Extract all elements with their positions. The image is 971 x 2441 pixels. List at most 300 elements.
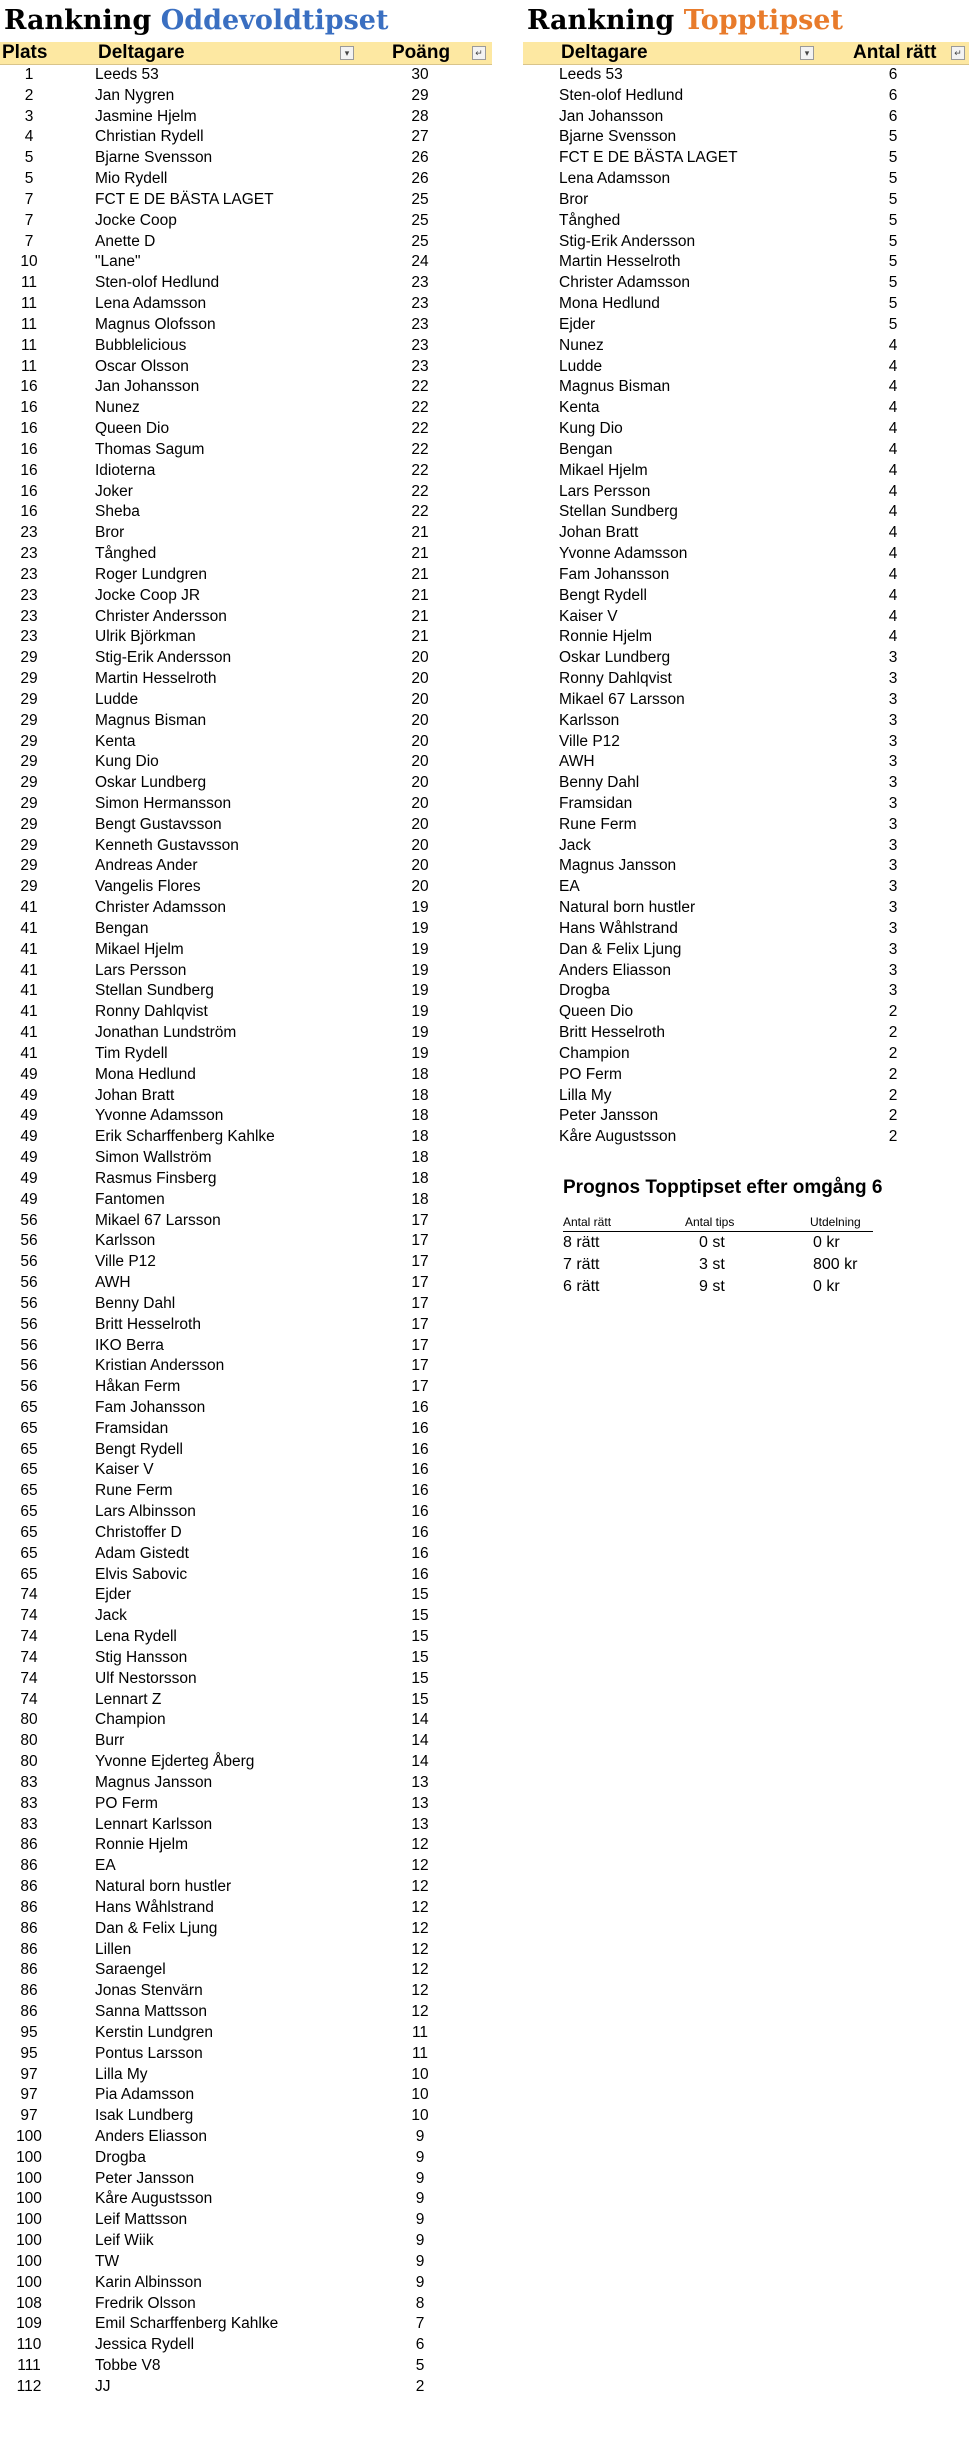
table-row [0, 1294, 492, 1315]
poang-cell: 18 [411, 1128, 429, 1146]
table-row [0, 336, 492, 357]
poang-cell: 9 [415, 2148, 425, 2166]
table-row [0, 586, 492, 607]
plats-cell: 100 [16, 2127, 42, 2145]
table-row [0, 607, 492, 628]
poang-cell: 12 [411, 1961, 429, 1979]
table-row [523, 815, 969, 836]
table-row [0, 169, 492, 190]
oddevold-rows [0, 65, 492, 2398]
deltagare-cell: Benny Dahl [95, 1294, 176, 1312]
deltagare-cell: Jan Johansson [559, 107, 664, 125]
deltagare-cell: Lilla My [559, 1086, 612, 1104]
antal-ratt-cell: 4 [888, 399, 898, 417]
deltagare-cell: Lena Adamsson [559, 170, 671, 188]
plats-cell: 1 [24, 66, 34, 83]
poang-cell: 22 [411, 482, 429, 500]
table-row [523, 127, 969, 148]
poang-cell: 5 [415, 2357, 425, 2375]
plats-cell: 29 [20, 670, 38, 688]
poang-cell: 20 [411, 670, 429, 688]
deltagare-cell: Bengt Rydell [559, 586, 647, 604]
poang-cell: 18 [411, 1065, 429, 1083]
poang-cell: 12 [411, 1919, 429, 1937]
table-row [0, 2294, 492, 2315]
deltagare-cell: Sten-olof Hedlund [95, 274, 220, 292]
prognos-utdelning: 800 kr [813, 1256, 858, 1273]
poang-cell: 28 [411, 107, 429, 125]
table-row [0, 565, 492, 586]
deltagare-cell: Mona Hedlund [559, 295, 660, 313]
table-row [523, 565, 969, 586]
deltagare-cell: "Lane" [95, 253, 141, 271]
deltagare-cell: Oskar Lundberg [95, 774, 207, 792]
plats-cell: 41 [20, 940, 38, 958]
deltagare-cell: Rune Ferm [559, 815, 637, 833]
plats-cell: 49 [20, 1086, 38, 1104]
poang-cell: 22 [411, 440, 429, 458]
table-row [523, 315, 969, 336]
table-row [0, 1669, 492, 1690]
deltagare-cell: Framsidan [559, 794, 633, 812]
table-row [523, 961, 969, 982]
prognos-antal-ratt: 6 rätt [563, 1278, 600, 1295]
plats-cell: 74 [20, 1690, 38, 1708]
antal-ratt-cell: 4 [888, 357, 898, 375]
table-row [0, 1315, 492, 1336]
oddevold-title [4, 4, 388, 38]
deltagare2-filter-icon[interactable]: ▾ [800, 46, 814, 60]
poang-cell: 11 [411, 2044, 429, 2062]
plats-cell: 41 [20, 1024, 38, 1042]
table-row [0, 711, 492, 732]
table-row [0, 1460, 492, 1481]
deltagare-cell: Jonathan Lundström [95, 1024, 237, 1042]
table-row [523, 940, 969, 961]
deltagare-cell: Magnus Bisman [95, 711, 207, 729]
plats-cell: 29 [20, 690, 38, 708]
plats-cell: 29 [20, 711, 38, 729]
plats-cell: 41 [20, 961, 38, 979]
poang-cell: 20 [411, 857, 429, 875]
plats-cell: 7 [24, 232, 34, 250]
poang-cell: 16 [411, 1399, 429, 1416]
antal-ratt-cell: 2 [888, 1044, 898, 1062]
poang-cell: 22 [411, 420, 429, 438]
deltagare-cell: Kaiser V [95, 1461, 154, 1479]
poang-cell: 18 [411, 1149, 429, 1167]
table-row [0, 1065, 492, 1086]
deltagare-cell: Ronnie Hjelm [95, 1836, 189, 1854]
table-row [0, 961, 492, 982]
poang-cell: 14 [411, 1732, 429, 1750]
table-row [0, 648, 492, 669]
antal-ratt-cell: 6 [888, 86, 898, 104]
plats-cell: 65 [20, 1461, 38, 1479]
table-row [0, 190, 492, 211]
poang-cell: 19 [411, 1024, 429, 1042]
poang-cell: 23 [411, 336, 429, 354]
table-row [0, 1211, 492, 1232]
table-row [0, 2169, 492, 2190]
table-row [523, 190, 969, 211]
deltagare-cell: Mikael Hjelm [95, 940, 184, 958]
antal-ratt-cell: 3 [888, 753, 898, 771]
prognos-row [563, 1276, 873, 1298]
table-row [0, 1273, 492, 1294]
deltagare-cell: Nunez [95, 399, 140, 417]
table-row [0, 2377, 492, 2398]
poang-cell: 20 [411, 836, 429, 854]
deltagare-cell: Bengt Gustavsson [95, 815, 222, 833]
plats-cell: 41 [20, 982, 38, 1000]
table-row [523, 898, 969, 919]
poang-cell: 19 [411, 1044, 429, 1062]
table-row [523, 711, 969, 732]
table-row [0, 1940, 492, 1961]
table-row [523, 294, 969, 315]
poang-cell: 20 [411, 774, 429, 792]
table-row [523, 1106, 969, 1127]
plats-cell: 65 [20, 1440, 38, 1458]
plats-cell: 49 [20, 1065, 38, 1083]
plats-cell: 100 [16, 2252, 42, 2270]
deltagare-cell: Peter Jansson [95, 2169, 195, 2187]
deltagare-cell: Yvonne Adamsson [559, 545, 688, 563]
deltagare-cell: Stellan Sundberg [95, 982, 214, 1000]
antal-ratt-cell: 2 [888, 1003, 898, 1021]
deltagare-cell: Roger Lundgren [95, 565, 208, 583]
deltagare-cell: Mikael Hjelm [559, 461, 648, 479]
prognos-box [563, 1175, 883, 1298]
table-row [0, 1252, 492, 1273]
poang-cell: 19 [411, 899, 429, 917]
deltagare-cell: Erik Scharffenberg Kahlke [95, 1128, 275, 1146]
table-row [0, 2335, 492, 2356]
antal-ratt-cell: 3 [888, 878, 898, 896]
table-row [523, 232, 969, 253]
table-row [523, 107, 969, 128]
table-row [0, 1127, 492, 1148]
deltagare-cell: Sten-olof Hedlund [559, 86, 684, 104]
deltagare-cell: Lars Persson [95, 961, 187, 979]
deltagare-cell: Kåre Augustsson [95, 2190, 213, 2208]
antal-ratt-cell: 5 [888, 149, 898, 167]
plats-cell: 29 [20, 794, 38, 812]
deltagare-cell: Stig-Erik Andersson [559, 232, 696, 250]
deltagare-cell: Bjarne Svensson [559, 128, 677, 146]
deltagare-cell: IKO Berra [95, 1336, 164, 1354]
deltagare-cell: Sheba [95, 503, 140, 521]
deltagare-cell: Dan & Felix Ljung [95, 1919, 218, 1937]
plats-cell: 80 [20, 1732, 38, 1750]
antal-ratt-cell: 4 [888, 628, 898, 646]
deltagare-cell: Kristian Andersson [95, 1357, 225, 1375]
poang-cell: 23 [411, 274, 429, 292]
table-row [0, 315, 492, 336]
poang-cell: 17 [411, 1315, 429, 1333]
prognos-utdelning: 0 kr [813, 1234, 840, 1251]
antal-ratt-cell: 4 [888, 336, 898, 354]
deltagare-cell: Yvonne Adamsson [95, 1107, 224, 1125]
table-row [0, 981, 492, 1002]
antal-ratt-cell: 6 [888, 107, 898, 125]
deltagare-cell: Yvonne Ejderteg Åberg [95, 1753, 255, 1771]
prognos-antal-tips: 9 st [699, 1278, 725, 1295]
table-row [0, 1815, 492, 1836]
poang-cell: 16 [411, 1544, 429, 1562]
poang-cell: 17 [411, 1378, 429, 1396]
antal-ratt-cell: 2 [888, 1024, 898, 1042]
deltagare-cell: Hans Wåhlstrand [559, 919, 678, 937]
poang-cell: 23 [411, 295, 429, 313]
deltagare-cell: Johan Bratt [559, 524, 639, 542]
poang-cell: 25 [411, 232, 429, 250]
plats-cell: 29 [20, 774, 38, 792]
table-row [0, 1502, 492, 1523]
table-row [523, 419, 969, 440]
deltagare-cell: Bengt Rydell [95, 1440, 183, 1458]
poang-cell: 20 [411, 732, 429, 750]
poang-cell: 15 [411, 1690, 429, 1708]
deltagare-cell: Leeds 53 [559, 66, 623, 83]
plats-cell: 56 [20, 1211, 38, 1229]
deltagare-cell: Kenneth Gustavsson [95, 836, 239, 854]
table-row [523, 502, 969, 523]
poang-cell: 9 [415, 2190, 425, 2208]
poang-cell: 29 [411, 86, 429, 104]
plats-cell: 100 [16, 2148, 42, 2166]
plats-cell: 11 [20, 357, 38, 375]
deltagare-cell: Vangelis Flores [95, 878, 201, 896]
deltagare-cell: Stellan Sundberg [559, 503, 678, 521]
poang-cell: 18 [411, 1107, 429, 1125]
table-row [523, 752, 969, 773]
deltagare-cell: Thomas Sagum [95, 440, 205, 458]
table-row [0, 1856, 492, 1877]
poang-cell: 2 [415, 2377, 425, 2395]
deltagare-cell: EA [559, 878, 580, 896]
deltagare-cell: Karlsson [95, 1232, 156, 1250]
table-row [523, 836, 969, 857]
poang-cell: 20 [411, 753, 429, 771]
poang-cell: 21 [411, 524, 429, 542]
table-row [0, 461, 492, 482]
topptipset-title-accent: Topptipset [683, 5, 843, 36]
table-row [0, 1523, 492, 1544]
table-row [0, 1231, 492, 1252]
deltagare-cell: Ronny Dahlqvist [559, 670, 672, 688]
plats-cell: 3 [24, 107, 34, 125]
table-row [0, 1565, 492, 1586]
deltagare-cell: Leeds 53 [95, 66, 159, 83]
plats-cell: 97 [20, 2065, 38, 2083]
deltagare-cell: Magnus Jansson [95, 1773, 213, 1791]
table-row [0, 856, 492, 877]
deltagare-header: Deltagare [98, 42, 185, 63]
plats-cell: 108 [16, 2294, 42, 2312]
deltagare-cell: Drogba [559, 982, 610, 1000]
oddevold-title-prefix: Rankning [4, 5, 152, 36]
table-row [0, 2314, 492, 2335]
antal-ratt-cell: 6 [888, 66, 898, 83]
table-row [0, 232, 492, 253]
plats-cell: 86 [20, 1836, 38, 1854]
antal-ratt-cell: 3 [888, 670, 898, 688]
deltagare-cell: Lillen [95, 1940, 132, 1958]
table-row [523, 169, 969, 190]
plats-cell: 56 [20, 1357, 38, 1375]
table-row [0, 1419, 492, 1440]
poang-cell: 9 [415, 2273, 425, 2291]
poang-cell: 15 [411, 1628, 429, 1646]
plats-cell: 23 [20, 607, 38, 625]
deltagare-cell: Jasmine Hjelm [95, 107, 197, 125]
table-row [0, 1731, 492, 1752]
deltagare-cell: Magnus Bisman [559, 378, 671, 396]
antal-sort-icon[interactable]: ↵ [951, 46, 965, 60]
poang-cell: 12 [411, 1836, 429, 1854]
antal-ratt-cell: 2 [888, 1086, 898, 1104]
antal-ratt-cell: 5 [888, 190, 898, 208]
deltagare-cell: Ronny Dahlqvist [95, 1003, 208, 1021]
plats-cell: 80 [20, 1753, 38, 1771]
poang-cell: 12 [411, 1982, 429, 2000]
poang-cell: 18 [411, 1169, 429, 1187]
poang-cell: 15 [411, 1669, 429, 1687]
table-row [523, 794, 969, 815]
deltagare-cell: Lilla My [95, 2065, 148, 2083]
deltagare-cell: Ulf Nestorsson [95, 1669, 197, 1687]
deltagare-cell: Benny Dahl [559, 774, 640, 792]
table-row [0, 2002, 492, 2023]
plats-cell: 41 [20, 919, 38, 937]
deltagare-cell: Burr [95, 1732, 125, 1750]
prognos-header [563, 1213, 873, 1232]
plats-cell: 95 [20, 2044, 38, 2062]
deltagare-cell: AWH [95, 1274, 131, 1292]
deltagare-cell: Idioterna [95, 461, 156, 479]
poang-sort-icon[interactable]: ↵ [472, 46, 486, 60]
table-row [0, 1044, 492, 1065]
plats-cell: 86 [20, 1940, 38, 1958]
antal-ratt-cell: 3 [888, 774, 898, 792]
table-row [523, 1002, 969, 1023]
deltagare-cell: Sanna Mattsson [95, 2003, 208, 2021]
table-row [0, 1002, 492, 1023]
table-row [523, 607, 969, 628]
table-row [0, 1481, 492, 1502]
plats-cell: 56 [20, 1336, 38, 1354]
poang-cell: 21 [411, 586, 429, 604]
plats-cell: 95 [20, 2023, 38, 2041]
antal-ratt-cell: 4 [888, 524, 898, 542]
table-row [523, 1044, 969, 1065]
table-row [0, 1627, 492, 1648]
deltagare-cell: Stig Hansson [95, 1648, 188, 1666]
poang-cell: 14 [411, 1753, 429, 1771]
poang-cell: 12 [411, 1878, 429, 1896]
poang-cell: 22 [411, 503, 429, 521]
table-row [0, 544, 492, 565]
plats-cell: 56 [20, 1253, 38, 1271]
poang-cell: 12 [411, 1898, 429, 1916]
deltagare-cell: Anders Eliasson [95, 2127, 208, 2145]
deltagare-cell: PO Ferm [95, 1794, 158, 1812]
table-row [0, 2273, 492, 2294]
table-row [523, 856, 969, 877]
plats-cell: 29 [20, 753, 38, 771]
table-row [0, 1336, 492, 1357]
prognos-antal-tips: 3 st [699, 1256, 725, 1273]
plats-cell: 16 [20, 503, 38, 521]
poang-cell: 16 [411, 1523, 429, 1541]
deltagare-cell: Mio Rydell [95, 170, 168, 188]
poang-cell: 19 [411, 982, 429, 1000]
deltagare-cell: Mikael 67 Larsson [95, 1211, 221, 1229]
table-row [523, 1065, 969, 1086]
table-row [0, 1023, 492, 1044]
table-row [0, 1981, 492, 2002]
deltagare-cell: Bengan [559, 440, 613, 458]
plats-cell: 7 [24, 190, 34, 208]
deltagare-cell: Ejder [559, 315, 596, 333]
deltagare-cell: Mikael 67 Larsson [559, 690, 685, 708]
deltagare-cell: Bror [95, 524, 125, 542]
deltagare-cell: Saraengel [95, 1961, 166, 1979]
plats-cell: 4 [24, 128, 34, 146]
deltagare-cell: Anders Eliasson [559, 961, 672, 979]
table-row [0, 2210, 492, 2231]
plats-cell: 5 [24, 149, 34, 167]
table-row [0, 898, 492, 919]
plats-cell: 65 [20, 1482, 38, 1500]
prognos-antal-ratt: 7 rätt [563, 1256, 600, 1273]
plats-cell: 74 [20, 1607, 38, 1625]
poang-cell: 25 [411, 211, 429, 229]
deltagare-cell: Leif Mattsson [95, 2211, 188, 2229]
plats-cell: 83 [20, 1773, 38, 1791]
poang-cell: 17 [411, 1294, 429, 1312]
table-row [0, 669, 492, 690]
prognos-header-antal-tips: Antal tips [685, 1215, 735, 1229]
plats-cell: 110 [16, 2336, 42, 2354]
topptipset-title [527, 4, 843, 38]
plats-cell: 112 [16, 2377, 42, 2395]
table-row [0, 1794, 492, 1815]
deltagare-cell: Rasmus Finsberg [95, 1169, 217, 1187]
deltagare-cell: Christian Rydell [95, 128, 204, 146]
plats-cell: 2 [24, 86, 34, 104]
antal-ratt-cell: 3 [888, 982, 898, 1000]
poang-cell: 10 [411, 2107, 429, 2125]
deltagare-cell: Jessica Rydell [95, 2336, 195, 2354]
deltagare-cell: Champion [95, 1711, 166, 1729]
poang-cell: 22 [411, 461, 429, 479]
deltagare-cell: Framsidan [95, 1419, 169, 1437]
plats-cell: 49 [20, 1149, 38, 1167]
plats-cell: 11 [20, 295, 38, 313]
deltagare-cell: Bror [559, 190, 589, 208]
table-row [0, 836, 492, 857]
table-row [523, 86, 969, 107]
poang-cell: 11 [411, 2023, 429, 2041]
deltagare-cell: Bengan [95, 919, 149, 937]
deltagare-cell: Lars Persson [559, 482, 651, 500]
deltagare-filter-icon[interactable]: ▾ [340, 46, 354, 60]
deltagare-cell: Adam Gistedt [95, 1544, 189, 1562]
table-row [0, 1877, 492, 1898]
